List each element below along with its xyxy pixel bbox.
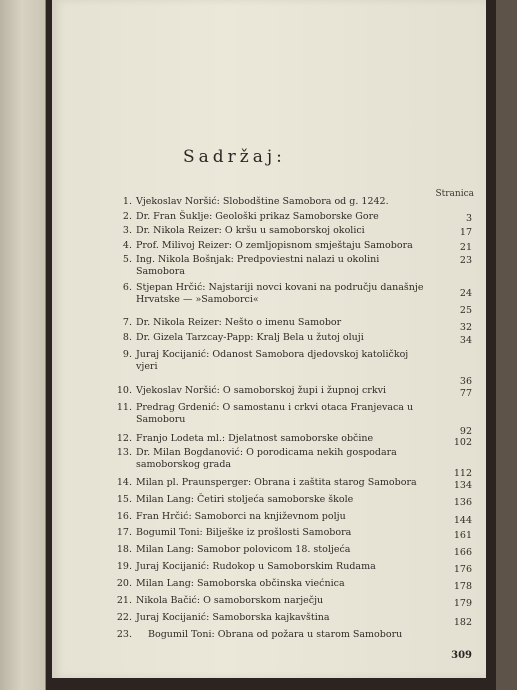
entry-title: Stjepan Hrčić: Najstariji novci kovani na području današnje Hrvatske — »Samoborci« [136,282,424,305]
entry-number: 1. [122,196,132,207]
entry-title: Dr. Gizela Tarzcay-Papp: Kralj Bela u žutoj oluji [136,332,364,343]
entry-page: 182 [453,617,472,628]
toc-entry [112,578,472,595]
entry-number: 22. [116,612,132,623]
entry-page: 178 [453,581,472,592]
entry-page: 134 [453,480,472,491]
entry-page: 166 [453,547,472,558]
entry-title: Vjekoslav Noršić: O samoborskoj župi i župnoj crkvi [136,385,386,396]
table-of-contents [112,196,472,643]
entry-number: 20. [116,578,132,589]
toc-entry [112,477,472,494]
toc-entry [112,447,472,477]
entry-title: Dr. Milan Bogdanović: O porodicama nekih gospodara samoborskog grada [136,447,397,470]
toc-entry [112,373,472,385]
entry-title: Dr. Nikola Reizer: Nešto o imenu Samobor [136,317,342,328]
entry-number: 15. [116,494,132,505]
entry-number: 11. [116,402,132,413]
toc-entry [112,612,472,629]
entry-page: 3 [465,213,472,224]
toc-entry [112,629,472,643]
toc-entry [112,349,472,373]
toc-entry [112,494,472,511]
toc-entry [112,302,472,317]
page-column-header: Stranica [435,189,474,199]
entry-page: 23 [459,255,472,266]
entry-title: Milan Lang: Samoborska občinska viećnica [136,578,345,589]
entry-title: Juraj Kocijanić: Rudokop u Samoborskim Rudama [136,561,376,572]
page-title: Sadržaj: [183,147,286,167]
entry-number: 16. [116,511,132,522]
entry-title: Prof. Milivoj Reizer: O zemljopisnom smještaju Samobora [136,240,413,251]
entry-number: 8. [122,332,132,343]
entry-page: 36 [459,376,472,387]
entry-number: 17. [116,527,132,538]
toc-entry [112,544,472,561]
entry-number: 2. [122,211,132,222]
entry-number: 3. [122,225,132,236]
entry-page: 34 [459,335,472,346]
entry-page: 24 [459,288,472,299]
toc-entry [112,433,472,447]
entry-title: Milan pl. Praunsperger: Obrana i zaštita starog Samobora [136,477,417,488]
toc-entry [112,240,472,254]
entry-number: 5. [122,254,132,265]
entry-title: Predrag Grdenić: O samostanu i crkvi otaca Franjevaca u Samoboru [136,402,414,425]
toc-entry [112,595,472,612]
book-page [52,0,486,678]
entry-title: Bogumil Toni: Obrana od požara u starom Samoboru [148,629,403,640]
entry-title: Dr. Fran Šuklje: Geološki prikaz Samoborske Gore [136,211,379,222]
toc-entry [112,402,472,437]
entry-number: 19. [116,561,132,572]
entry-title: Vjekoslav Noršić: Slobodštine Samobora od g. 1242. [136,196,389,207]
entry-title: Bogumil Toni: Bilješke iz prošlosti Samobora [136,527,352,538]
entry-title: Milan Lang: Četiri stoljeća samoborske škole [136,494,354,505]
entry-number: 13. [116,447,132,458]
entry-title: Ing. Nikola Bošnjak: Predpoviestni nalazi u okolini Samobora [136,254,380,277]
entry-number: 14. [116,477,132,488]
entry-number: 18. [116,544,132,555]
toc-entry [112,254,472,282]
page-number: 309 [451,650,472,661]
entry-page: 25 [459,305,472,316]
toc-entry [112,282,472,305]
entry-page: 21 [459,242,472,253]
toc-entry [112,561,472,578]
entry-page: 112 [453,468,472,479]
toc-entry [112,211,472,225]
entry-title: Nikola Bačić: O samoborskom narječju [136,595,324,606]
toc-entry [112,511,472,527]
entry-page: 77 [459,388,472,399]
toc-entry [112,385,472,402]
toc-entry [112,225,472,240]
entry-title: Juraj Kocijanić: Samoborska kajkavština [136,612,330,623]
toc-entry [112,196,472,211]
entry-number: 21. [116,595,132,606]
toc-entry [112,332,472,349]
entry-number: 23. [116,629,132,640]
left-page-edge [0,0,48,690]
entry-page: 144 [453,515,472,526]
entry-number: 12. [116,433,132,444]
entry-title: Franjo Lodeta ml.: Djelatnost samoborske občine [136,433,374,444]
entry-page: 17 [459,227,472,238]
toc-entry [112,527,472,544]
entry-page: 32 [459,322,472,333]
entry-number: 4. [122,240,132,251]
entry-number: 9. [122,349,132,360]
entry-number: 7. [122,317,132,328]
entry-page: 161 [453,530,472,541]
toc-entry [112,317,472,332]
entry-page: 179 [453,598,472,609]
entry-page: 92 [459,426,472,437]
entry-page: 136 [453,497,472,508]
entry-title: Fran Hrčić: Samoborci na književnom polju [136,511,346,522]
entry-page: 102 [453,437,472,448]
entry-title: Milan Lang: Samobor polovicom 18. stoljeća [136,544,351,555]
entry-number: 6. [122,282,132,293]
entry-page: 176 [453,564,472,575]
entry-title: Juraj Kocijanić: Odanost Samobora djedovskoj katoličkoj vjeri [136,349,409,372]
entry-title: Dr. Nikola Reizer: O kršu u samoborskoj okolici [136,225,365,236]
entry-number: 10. [116,385,132,396]
